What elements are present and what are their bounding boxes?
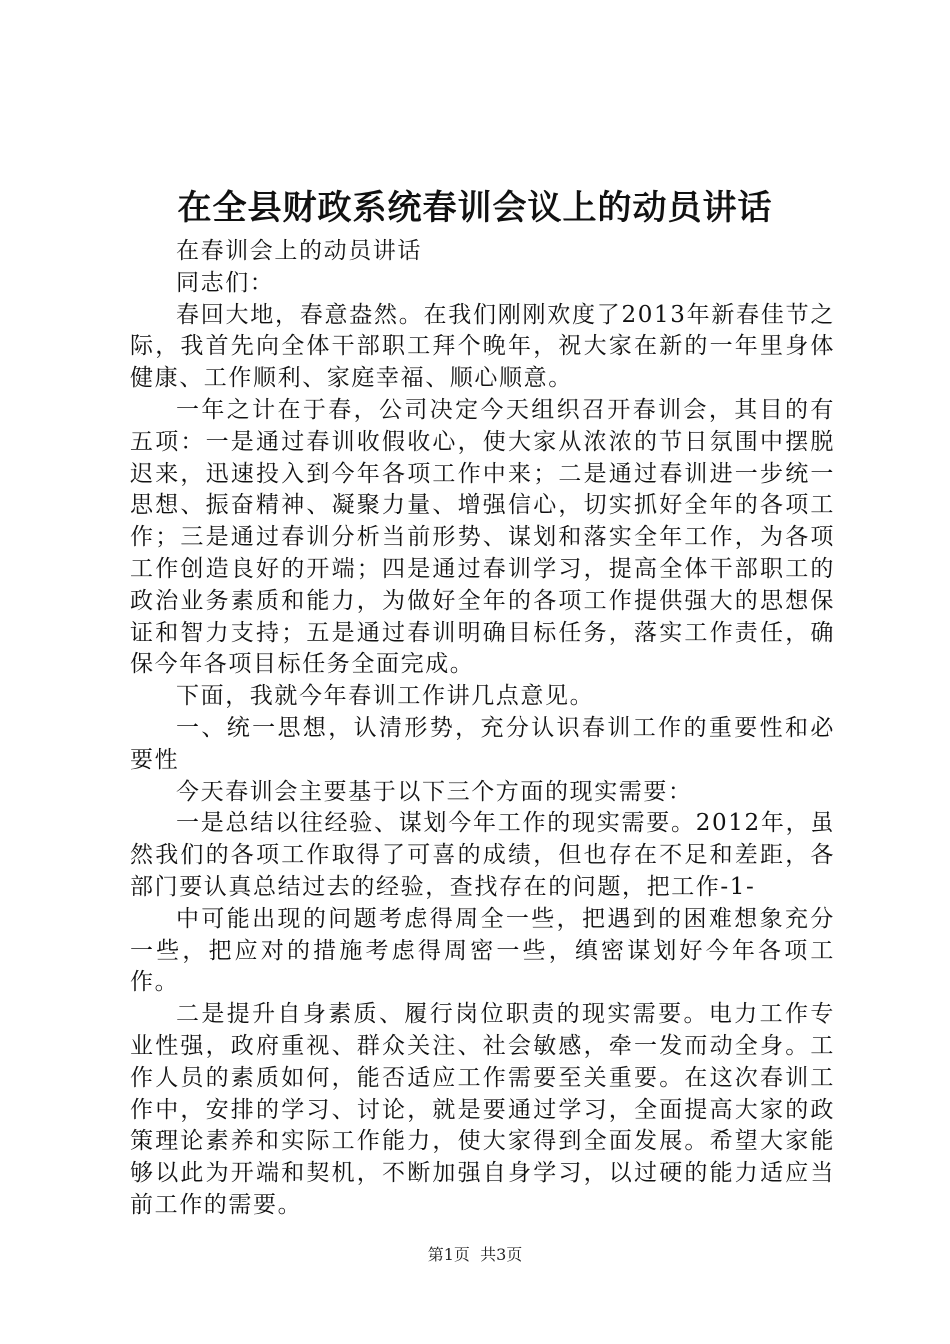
paragraph-transition: 下面，我就今年春训工作讲几点意见。 [176, 683, 595, 710]
paragraph-need-2: 二是提升自身素质、履行岗位职责的现实需要。电力工作专业性强，政府重视、群众关注、社会敏感，牵一发而动全身。工作人员的素质如何，能否适应工作需要至关重要。在这次春训工作中，安排的学习、讨论，就是要通过学习，全面提高大家的政策理论素养和实际工作能力，使大家得到全面发展。希望大家能够以此为开端和契机，不断加强自身学习，以过硬的能力适应当前工作的需要。 [130, 1001, 835, 1218]
paragraph-need-1: 一是总结以往经验、谋划今年工作的现实需要。2012年，虽然我们的各项工作取得了可喜的成绩，但也存在不足和差距，各部门要认真总结过去的经验，查找存在的问题，把工作-1- [130, 810, 835, 900]
page-footer [0, 1244, 950, 1266]
paragraph-subtitle: 在春训会上的动员讲话 [176, 238, 422, 264]
section-heading-1: 一、统一思想，认清形势，充分认识春训工作的重要性和必要性 [130, 714, 835, 773]
paragraph-needs-intro: 今天春训会主要基于以下三个方面的现实需要： [176, 778, 693, 805]
document-title: 在全县财政系统春训会议上的动员讲话 [177, 188, 773, 228]
paragraph-greeting: 春回大地，春意盎然。在我们刚刚欢度了2013年新春佳节之际，我首先向全体干部职工拜个晚年，祝大家在新的一年里身体健康、工作顺利、家庭幸福、顺心顺意。 [130, 301, 835, 392]
page-number: 第1页 共3页 [427, 1245, 523, 1264]
paragraph-purpose: 一年之计在于春，公司决定今天组织召开春训会，其目的有五项：一是通过春训收假收心，使大家从浓浓的节日氛围中摆脱迟来，迅速投入到今年各项工作中来；二是通过春训进一步统一思想、振奋精神、凝聚力量、增强信心，切实抓好全年的各项工作；三是通过春训分析当前形势、谋划和落实全年工作，为各项工作创造良好的开端；四是通过春训学习，提高全体干部职工的政治业务素质和能力，为做好全年的各项工作提供强大的思想保证和智力支持；五是通过春训明确目标任务，落实工作责任，确保今年各项目标任务全面完成。 [130, 396, 835, 678]
paragraph-salutation: 同志们： [176, 269, 275, 296]
document-body [130, 236, 835, 1222]
paragraph-need-1-continued: 中可能出现的问题考虑得周全一些，把遇到的困难想象充分一些，把应对的措施考虑得周密一些，缜密谋划好今年各项工作。 [130, 905, 835, 996]
